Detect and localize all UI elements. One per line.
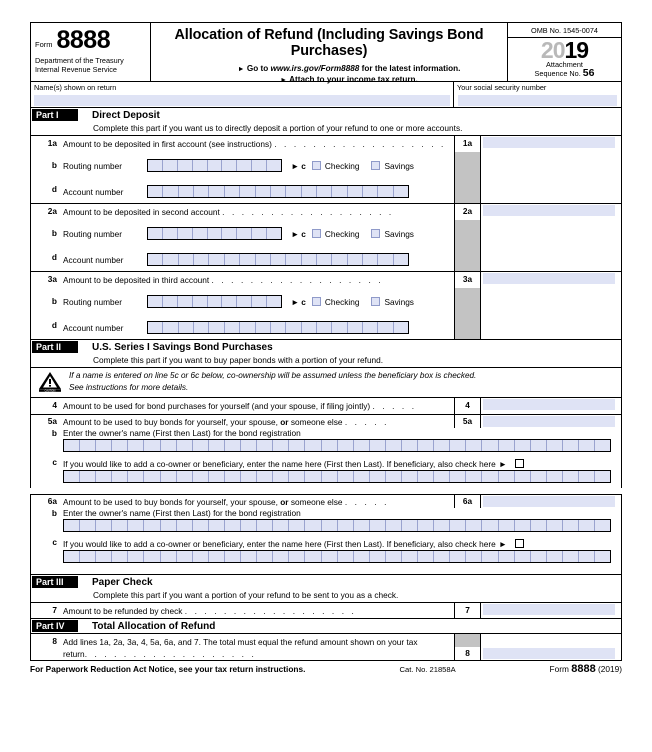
checking-label-3: Checking: [324, 296, 360, 307]
savings-label-1: Savings: [384, 160, 414, 171]
part-2-tag: Part II: [32, 341, 78, 353]
line-6b-letter: b: [51, 508, 57, 518]
part-4-title: Total Allocation of Refund: [92, 620, 216, 632]
line-3d-letter: d: [51, 320, 57, 330]
line-3a-row: [30, 271, 622, 288]
leader-dots: . . . . . . . . . . . . . . . . . .: [222, 207, 394, 217]
name-input[interactable]: [34, 95, 450, 106]
line-4-label: Amount to be used for bond purchases for yourself (and your spouse, if filing jointly): [63, 401, 371, 411]
gray-spacer-cell: [454, 315, 621, 339]
line-6a-label-pre: Amount to be used to buy bonds for yourself, your spouse,: [63, 497, 281, 507]
line-3b-label: Routing number: [63, 296, 123, 307]
line-3a-number: 3a: [47, 274, 57, 284]
line-3a-label: Amount to be deposited in third account: [63, 275, 210, 285]
line-1b-content: [63, 152, 454, 179]
gray-column: [455, 220, 481, 247]
line-7-row: [30, 602, 622, 618]
taxpayer-identity-row: [30, 81, 622, 107]
line-4-row: [30, 397, 622, 414]
line-3d-label: Account number: [63, 322, 124, 333]
line-7-number: 7: [52, 605, 57, 615]
ssn-label: Your social security number: [457, 83, 547, 92]
form-title-block: [151, 23, 508, 84]
leader-dots: . . . . . . . . . . . . . . . . . .: [274, 139, 446, 149]
tax-year: [508, 38, 621, 61]
omb-number: OMB No. 1545-0074: [508, 23, 621, 38]
line-6c-letter: c: [52, 537, 57, 547]
goto-prefix: Go to: [246, 64, 269, 73]
leader-dots: . . . . . . . . . . . . . . . . . .: [184, 606, 357, 616]
gray-column: [455, 288, 481, 315]
line-2c-letter: c: [301, 228, 306, 239]
line-5a-label-pre: Amount to be used to buy bonds for yourself, your spouse,: [63, 417, 281, 427]
gray-column: [455, 179, 481, 203]
line-1a-amount-input[interactable]: [481, 136, 621, 152]
line-5a-amount-cell[interactable]: [454, 415, 621, 428]
form-8888-page: [30, 22, 622, 722]
line-2d-label: Account number: [63, 254, 124, 265]
line-2a-text: [63, 204, 454, 220]
line-2d-letter: d: [51, 252, 57, 262]
form-number: 8888: [56, 26, 111, 54]
line-6b-input-row: [30, 519, 622, 537]
checking-checkbox-1[interactable]: [312, 161, 321, 170]
line-5a-label-bold: or: [280, 417, 289, 427]
line-8-amount-input[interactable]: [481, 647, 621, 660]
line-1b-label: Routing number: [63, 160, 123, 171]
attachment-sequence: [508, 61, 621, 81]
part-3-bar: [30, 574, 622, 589]
line-2b-row: [30, 220, 622, 247]
leader-dots: . . . . .: [344, 497, 389, 507]
savings-checkbox-2[interactable]: [371, 229, 380, 238]
line-2d-content: [63, 247, 454, 271]
part-3-subtitle: Complete this part if you want a portion of your refund to be sent to you as a check.: [30, 589, 622, 602]
ssn-input[interactable]: [458, 95, 617, 106]
line-5c-input-row: [30, 470, 622, 488]
line-2a-amount-input[interactable]: [481, 204, 621, 220]
line-1d-row: [30, 179, 622, 203]
attach-text: Attach to your income tax return.: [289, 75, 418, 84]
arrow-icon: ►: [291, 296, 300, 307]
gray-spacer-cell: [454, 179, 621, 203]
department-line-2: Internal Revenue Service: [35, 64, 117, 74]
line-2a-amount-cell[interactable]: [454, 204, 621, 220]
arrow-icon: ►: [498, 458, 507, 469]
line-3a-amount-input[interactable]: [481, 272, 621, 288]
gray-column: [455, 247, 481, 271]
gray-column: [455, 315, 481, 339]
part-3-title: Paper Check: [92, 576, 153, 588]
line-1b-letter: b: [51, 160, 57, 170]
line-6a-amount-cell[interactable]: [454, 495, 621, 508]
goto-url[interactable]: www.irs.gov/Form8888: [270, 64, 360, 73]
line-6c-label-row: [30, 537, 622, 550]
line-1a-label: Amount to be deposited in first account (see instructions): [63, 139, 272, 149]
department-block: [35, 57, 150, 74]
line-8-label-line-1: Add lines 1a, 2a, 3a, 4, 5a, 6a, and 7. The total must equal the refund amount shown on your tax: [63, 637, 418, 647]
leader-dots: . . . . .: [344, 417, 389, 427]
line-5a-amount-input[interactable]: [481, 415, 621, 428]
form-header: [30, 22, 622, 84]
spacer-row: [30, 568, 622, 574]
line-6b-label-row: [30, 508, 622, 519]
department-line-1: Department of the Treasury: [35, 56, 124, 65]
line-4-number: 4: [52, 400, 57, 410]
line-6a-label-post: someone else: [288, 497, 343, 507]
checking-checkbox-2[interactable]: [312, 229, 321, 238]
coowner-name-input-5c[interactable]: [63, 470, 611, 483]
gray-column: [455, 634, 481, 647]
gray-spacer-cell: [454, 152, 621, 179]
part-4-tag: Part IV: [32, 620, 78, 632]
routing-number-input-3[interactable]: [147, 295, 282, 308]
line-8-label-line-2: return. . . . . . . . . . . . . . . . . .: [63, 649, 257, 659]
arrow-icon: ►: [280, 77, 288, 84]
line-1d-content: [63, 179, 454, 203]
goto-suffix: for the latest information.: [361, 64, 461, 73]
line-4-box-number: 4: [455, 398, 481, 414]
owner-name-input-6b[interactable]: [63, 519, 611, 532]
part-1-tag: Part I: [32, 109, 78, 121]
line-6c-input-row: [30, 550, 622, 568]
caution-text: [69, 368, 476, 395]
savings-checkbox-1[interactable]: [371, 161, 380, 170]
line-1a-amount-cell[interactable]: [454, 136, 621, 152]
line-6a-row: [30, 494, 622, 508]
leader-dots: . . . . .: [372, 401, 417, 411]
ssn-field-cell[interactable]: [454, 82, 621, 107]
line-1d-label: Account number: [63, 186, 124, 197]
line-5a-number: 5a: [47, 416, 57, 426]
leader-dots: . . . . . . . . . . . . . . . . . .: [84, 649, 257, 659]
routing-number-input-1[interactable]: [147, 159, 282, 172]
line-1a-text: [63, 136, 454, 152]
line-5a-box-number: 5a: [455, 415, 481, 428]
line-1c-letter: c: [301, 160, 306, 171]
beneficiary-checkbox-5c[interactable]: [515, 459, 524, 468]
gray-spacer-cell: [454, 247, 621, 271]
part-2-bar: [30, 339, 622, 354]
line-2d-row: [30, 247, 622, 271]
line-3a-box-number: 3a: [455, 272, 481, 288]
line-5a-row: [30, 414, 622, 428]
part-3-tag: Part III: [32, 576, 78, 588]
line-4-amount-cell[interactable]: [454, 398, 621, 414]
line-3b-row: [30, 288, 622, 315]
line-3a-text: [63, 272, 454, 288]
line-3a-amount-cell[interactable]: [454, 272, 621, 288]
savings-label-2: Savings: [384, 228, 414, 239]
gray-spacer-cell: [454, 220, 621, 247]
line-6a-number: 6a: [47, 496, 57, 506]
form-label: Form: [35, 40, 53, 49]
caution-triangle-icon: [38, 370, 62, 392]
line-2b-label: Routing number: [63, 228, 123, 239]
line-6a-label-bold: or: [280, 497, 289, 507]
part-2-subtitle: Complete this part if you want to buy paper bonds with a portion of your refund.: [30, 354, 622, 367]
line-5a-label-post: someone else: [288, 417, 343, 427]
line-7-box-number: 7: [455, 603, 481, 618]
paperwork-notice: For Paperwork Reduction Act Notice, see your tax return instructions.: [30, 664, 306, 674]
line-2a-box-number: 2a: [455, 204, 481, 220]
line-6c-label: If you would like to add a co-owner or beneficiary, enter the name here (First then Last). If beneficiary, also check here: [63, 538, 496, 549]
line-6b-label: Enter the owner's name (First then Last) for the bond registration: [63, 508, 301, 518]
footer-form-year: (2019): [598, 664, 622, 674]
beneficiary-checkbox-6c[interactable]: [515, 539, 524, 548]
account-number-input-1[interactable]: [147, 185, 409, 198]
line-5b-letter: b: [51, 428, 57, 438]
checking-checkbox-3[interactable]: [312, 297, 321, 306]
owner-name-input-5b[interactable]: [63, 439, 611, 452]
part-1-subtitle: Complete this part if you want us to directly deposit a portion of your refund to one or more accounts.: [30, 122, 622, 135]
checking-label-1: Checking: [324, 160, 360, 171]
line-5b-label-row: [30, 428, 622, 439]
line-5b-input-row: [30, 439, 622, 457]
line-1d-letter: d: [51, 184, 57, 194]
arrow-icon: ►: [237, 66, 245, 73]
omb-block: [508, 23, 621, 81]
line-5c-label: If you would like to add a co-owner or beneficiary, enter the name here (First then Last). If beneficiary, also check here: [63, 458, 496, 469]
caution-line-1: If a name is entered on line 5c or 6c below, co-ownership will be assumed unless the beneficiary box is checked.: [69, 371, 477, 380]
line-7-amount-input[interactable]: [481, 603, 621, 618]
tax-year-suffix: 19: [564, 37, 589, 63]
coowner-name-input-6c[interactable]: [63, 550, 611, 563]
line-8-row: [30, 633, 622, 660]
line-7-text: [63, 603, 454, 618]
gray-column: [455, 152, 481, 179]
part-2-title: U.S. Series I Savings Bond Purchases: [92, 341, 273, 353]
sequence-label: Sequence No.: [534, 69, 581, 79]
arrow-icon: ►: [498, 538, 507, 549]
line-6a-amount-input[interactable]: [481, 495, 621, 508]
sequence-number: 56: [582, 67, 595, 80]
line-1b-row: [30, 152, 622, 179]
account-number-input-2[interactable]: [147, 253, 409, 266]
line-8-box-number: 8: [455, 647, 481, 660]
line-5b-label: Enter the owner's name (First then Last) for the bond registration: [63, 428, 301, 438]
savings-label-3: Savings: [384, 296, 414, 307]
line-1a-number: 1a: [47, 138, 57, 148]
line-3c-letter: c: [301, 296, 306, 307]
routing-number-input-2[interactable]: [147, 227, 282, 240]
part-1-bar: [30, 107, 622, 122]
line-8-amount-cell[interactable]: [454, 634, 621, 660]
caution-block: [30, 367, 622, 397]
line-7-amount-cell[interactable]: [454, 603, 621, 618]
savings-checkbox-3[interactable]: [371, 297, 380, 306]
name-label: Name(s) shown on return: [34, 83, 117, 92]
line-3b-content: [63, 288, 454, 315]
line-5c-content: [63, 457, 621, 470]
line-3d-content: [63, 315, 454, 339]
tax-year-century: 20: [540, 37, 565, 63]
gray-spacer-cell: [454, 288, 621, 315]
catalog-number: Cat. No. 21858A: [399, 665, 456, 674]
footer-form-number: 8888: [571, 663, 596, 675]
line-2b-content: [63, 220, 454, 247]
line-6c-content: [63, 537, 621, 550]
arrow-icon: ►: [291, 228, 300, 239]
line-5a-text: [63, 415, 454, 428]
line-6a-box-number: 6a: [455, 495, 481, 508]
line-4-amount-input[interactable]: [481, 398, 621, 414]
part-4-bar: [30, 618, 622, 633]
line-2a-number: 2a: [47, 206, 57, 216]
line-3d-row: [30, 315, 622, 339]
line-2a-label: Amount to be deposited in second account: [63, 207, 220, 217]
footer-form-id: [550, 663, 622, 675]
form-footer: [30, 660, 622, 675]
line-7-label: Amount to be refunded by check: [63, 606, 183, 616]
line-5c-label-row: [30, 457, 622, 470]
page-title: Allocation of Refund (Including Savings Bond Purchases): [174, 27, 484, 59]
line-6a-text: [63, 495, 454, 508]
line-2b-letter: b: [51, 228, 57, 238]
svg-text:CAUTION: CAUTION: [44, 389, 56, 392]
name-field-cell[interactable]: [31, 82, 454, 107]
line-2a-row: [30, 203, 622, 220]
footer-form-label: Form: [549, 664, 569, 674]
line-4-text: [63, 398, 454, 414]
part-1-title: Direct Deposit: [92, 109, 160, 121]
line-1a-box-number: 1a: [455, 136, 481, 152]
caution-icon: [31, 368, 69, 397]
leader-dots: . . . . . . . . . . . . . . . . . .: [211, 275, 384, 285]
goto-line: [151, 64, 507, 73]
line-3b-letter: b: [51, 296, 57, 306]
caution-line-2: See instructions for more details.: [69, 382, 189, 392]
form-identity-block: [31, 23, 151, 81]
line-1a-row: [30, 135, 622, 152]
checking-label-2: Checking: [324, 228, 360, 239]
line-8-text: [63, 634, 454, 660]
line-8-number: 8: [52, 636, 57, 646]
account-number-input-3[interactable]: [147, 321, 409, 334]
arrow-icon: ►: [291, 160, 300, 171]
attachment-label: Attachment: [546, 60, 583, 69]
line-5c-letter: c: [52, 457, 57, 467]
